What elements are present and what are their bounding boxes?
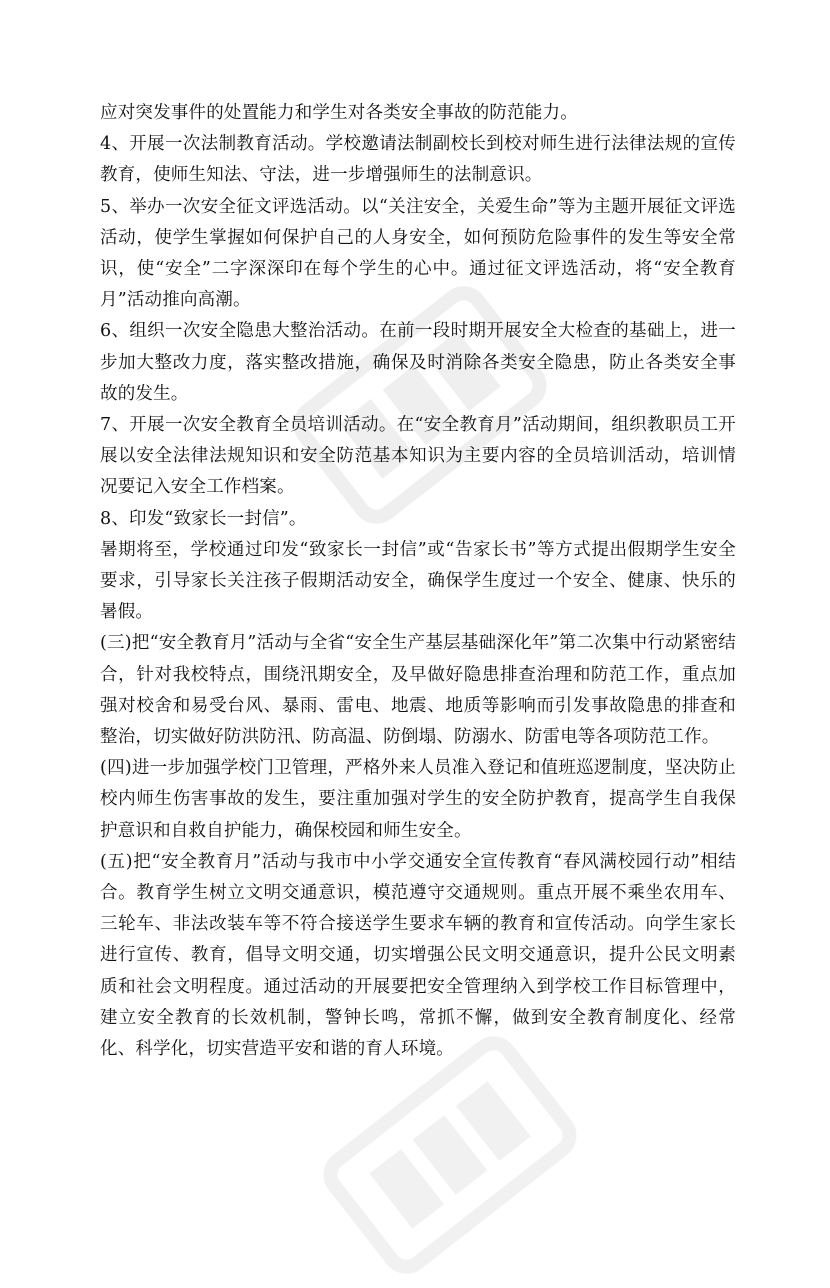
paragraph-item-7-staff-training: 7、开展一次安全教育全员培训活动。在“安全教育月”活动期间，组织教职员工开展以安全法律法规知识和安全防范基本知识为主要内容的全员培训活动，培训情况要记入安全工作档案。 [100, 415, 736, 498]
paragraph-section-3: (三)把“安全教育月”活动与全省“安全生产基层基础深化年”第二次集中行动紧密结合，针对我校特点，围绕汛期安全，及早做好隐患排查治理和防范工作，重点加强对校舍和易受台风、暴雨、雷电、地震、地质等影响而引发事故隐患的排查和整治，切实做好防洪防汛、防高温、防倒塌、防溺水、防雷电等各项防范工作。 [100, 633, 736, 748]
paragraph-summer-safety: 暑期将至，学校通过印发“致家长一封信”或“告家长书”等方式提出假期学生安全要求，引导家长关注孩子假期活动安全，确保学生度过一个安全、健康、快乐的暑假。 [100, 539, 736, 623]
document-body [100, 98, 736, 1065]
paragraph-item-5-essay-contest: 5、举办一次安全征文评选活动。以“关注安全，关爱生命”等为主题开展征文评选活动，使学生掌握如何保护自己的人身安全，如何预防危险事件的发生等安全常识，使“安全”二字深深印在每个学生的心中。通过征文评选活动，将“安全教育月”活动推向高潮。 [100, 196, 736, 311]
paragraph-item-4-legal-education: 4、开展一次法制教育活动。学校邀请法制副校长到校对师生进行法律法规的宣传教育，使师生知法、守法，进一步增强师生的法制意识。 [100, 134, 736, 186]
paragraph-section-4: (四)进一步加强学校门卫管理，严格外来人员准入登记和值班巡逻制度，坚决防止校内师生伤害事故的发生，要注重加强对学生的安全防护教育，提高学生自我保护意识和自救自护能力，确保校园和师生安全。 [100, 758, 736, 841]
paragraph-item-6-hazard-rectification: 6、组织一次安全隐患大整治活动。在前一段时期开展安全大检查的基础上，进一步加大整改力度，落实整改措施，确保及时消除各类安全隐患，防止各类安全事故的发生。 [100, 321, 736, 404]
paragraph-intro-continuation: 应对突发事件的处置能力和学生对各类安全事故的防范能力。 [100, 103, 578, 123]
paragraph-section-5: (五)把“安全教育月”活动与我市中小学交通安全宣传教育“春风满校园行动”相结合。教育学生树立文明交通意识，模范遵守交通规则。重点开展不乘坐农用车、三轮车、非法改装车等不符合接送学生要求车辆的教育和宣传活动。向学生家长进行宣传、教育，倡导文明交通，切实增强公民文明交通意识，提升公民文明素质和社会文明程度。通过活动的开展要把安全管理纳入到学校工作目标管理中，建立安全教育的长效机制，警钟长鸣，常抓不懈，做到安全教育制度化、经常化、科学化，切实营造平安和谐的育人环境。 [100, 851, 736, 1060]
paragraph-item-8-parent-letter: 8、印发“致家长一封信”。 [100, 508, 307, 529]
